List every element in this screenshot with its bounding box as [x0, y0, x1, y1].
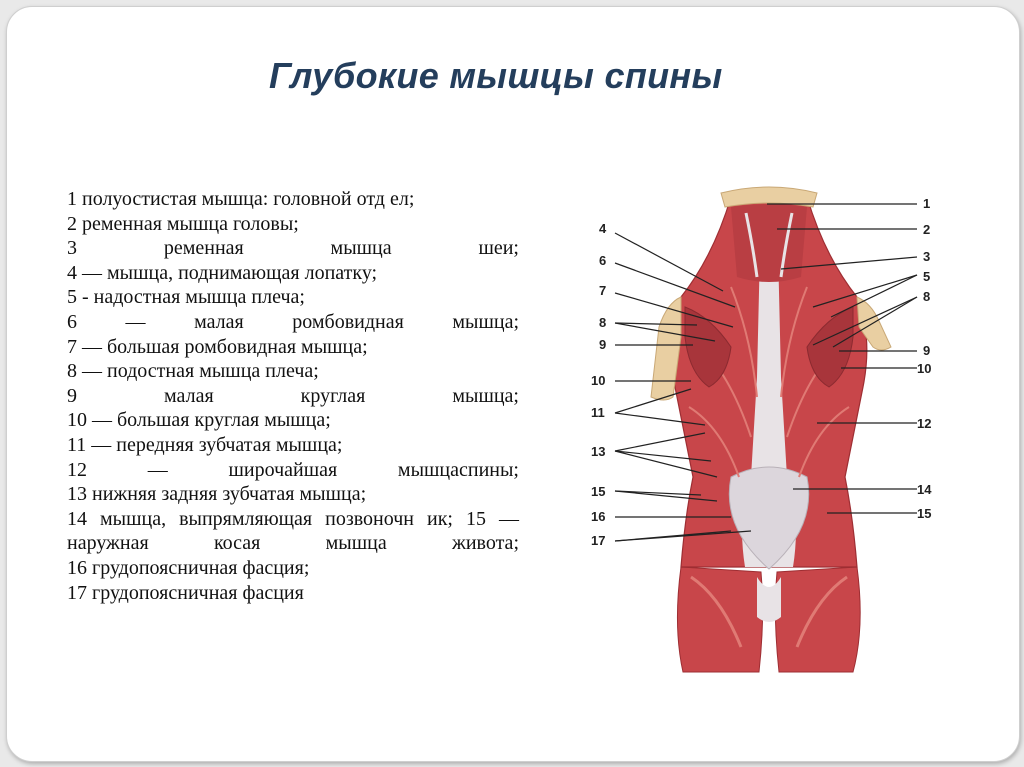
legend-item-10: 10 — большая круглая мышца;: [67, 409, 331, 432]
label-7: 7: [599, 283, 607, 298]
legend-item-12: 12 — широчайшая мышцаспины;: [67, 458, 519, 481]
slide: [6, 6, 1020, 762]
label-13: 13: [591, 444, 606, 459]
gluteal-region: [677, 567, 860, 672]
legend-item-14-15: 14 мышца, выпрямляющая позвоночн ик; 15 — наружная косая мышца живота;: [67, 507, 519, 555]
legend-item-13: 13 нижняя задняя зубчатая мышца;: [67, 483, 367, 506]
label-8-right: 8: [923, 289, 931, 304]
back-muscles-illustration: [581, 177, 955, 677]
label-4: 4: [599, 221, 607, 236]
legend-item-4: 4 — мышца, поднимающая лопатку;: [67, 261, 378, 284]
legend-item-3: 3 ременная мышца шеи;: [67, 237, 519, 260]
label-1: 1: [923, 196, 931, 211]
legend-item-5: 5 - надостная мышца плеча;: [67, 286, 305, 309]
left-number-labels: [591, 221, 607, 548]
label-17: 17: [591, 533, 606, 548]
label-10-right: 10: [917, 361, 932, 376]
right-number-labels: [917, 196, 932, 521]
label-16: 16: [591, 509, 606, 524]
label-10-left: 10: [591, 373, 606, 388]
label-14: 14: [917, 482, 932, 497]
label-2: 2: [923, 222, 931, 237]
label-12: 12: [917, 416, 932, 431]
legend-item-16: 16 грудопоясничная фасция;: [67, 556, 310, 579]
legend-item-6: 6 — малая ромбовидная мышца;: [67, 310, 519, 333]
label-3: 3: [923, 249, 931, 264]
label-5: 5: [923, 269, 931, 284]
legend-list: [67, 187, 519, 605]
label-15-right: 15: [917, 506, 932, 521]
label-11: 11: [591, 405, 605, 420]
legend-item-7: 7 — большая ромбовидная мышца;: [67, 335, 368, 358]
label-8-left: 8: [599, 315, 607, 330]
legend-item-8: 8 — подостная мышца плеча;: [67, 360, 319, 383]
label-15-left: 15: [591, 484, 606, 499]
legend-item-9: 9 малая круглая мышца;: [67, 384, 519, 407]
legend-item-1: 1 полуостистая мышца: головной отд ел;: [67, 188, 415, 210]
legend-item-2: 2 ременная мышца головы;: [67, 212, 299, 235]
legend-item-11: 11 — передняя зубчатая мышца;: [67, 433, 343, 456]
label-9-left: 9: [599, 337, 607, 352]
slide-title: Глубокие мышцы спины: [269, 55, 723, 96]
legend-item-17: 17 грудопоясничная фасция: [67, 581, 304, 604]
label-9-right: 9: [923, 343, 931, 358]
label-6: 6: [599, 253, 607, 268]
